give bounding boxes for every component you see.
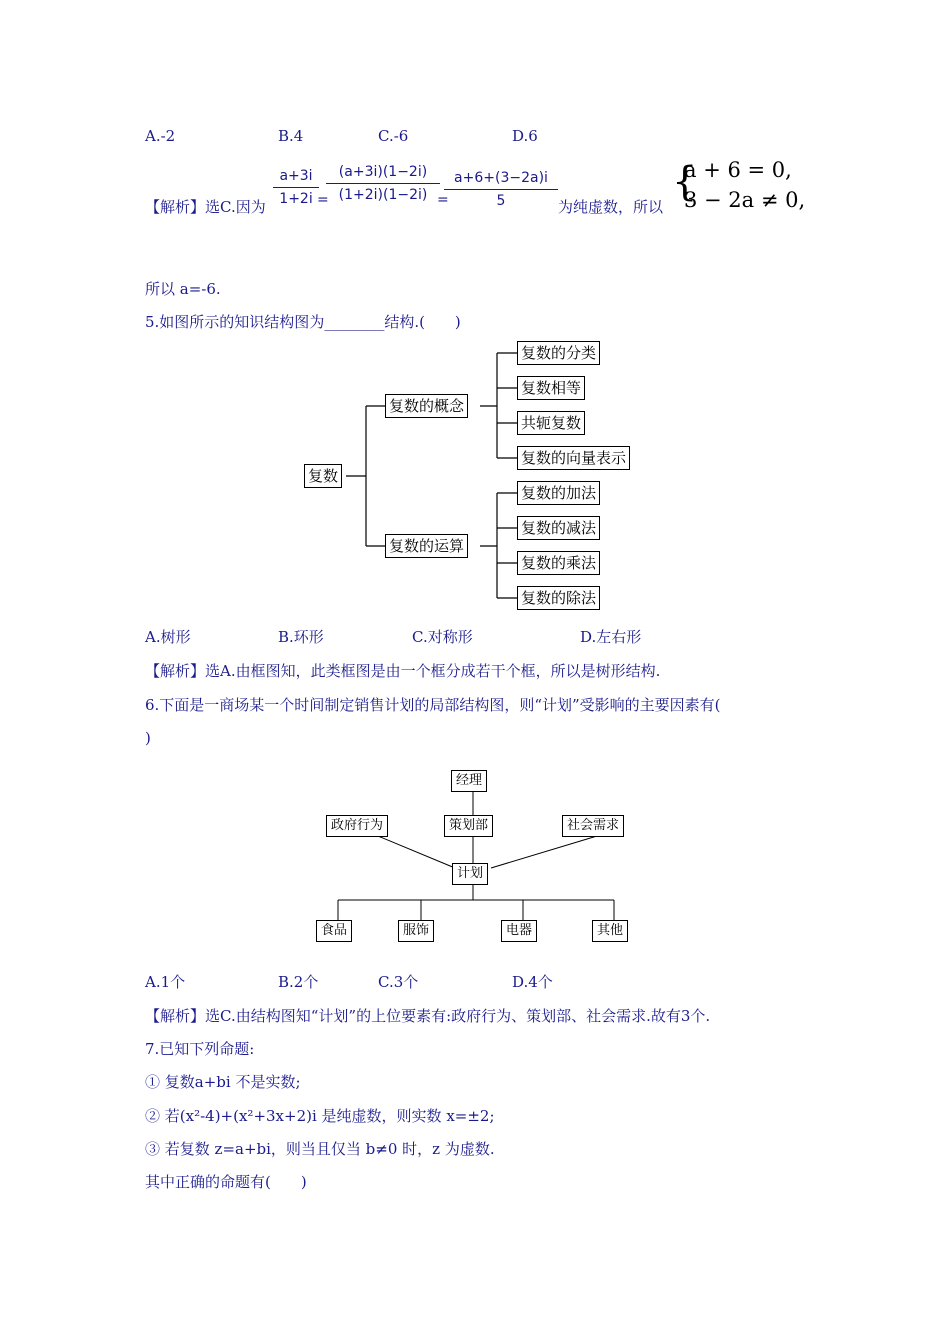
q5-option-a: A.树形 [145,628,191,646]
q7-question: 其中正确的命题有( ) [145,1173,307,1191]
node-food: 食品 [316,920,352,942]
node-concept: 复数的概念 [385,394,468,418]
analysis-tag: 【解析】 [145,662,206,680]
fraction-2: $\frac{(a+3i)(1-2i)}{(1+2i)(1-2i)}$ [326,161,440,206]
left-brace-icon: { [672,159,698,205]
fraction-3: $\frac{a+6+(3-2a)i}{5}$ [444,167,558,212]
leaf-equality: 复数相等 [517,376,585,400]
q4-option-c: C.-6 [378,127,409,145]
node-operation: 复数的运算 [385,534,468,558]
equals-1: = [317,192,329,208]
node-clothing: 服饰 [398,920,434,942]
q5-analysis: 【解析】选A.由框图知，此类框图是由一个框分成若干个框，所以是树形结构. [145,662,661,680]
leaf-subtraction: 复数的减法 [517,516,600,540]
node-appliances: 电器 [501,920,537,942]
node-plan: 计划 [452,863,488,885]
system-eq-1: a + 6 = 0, [684,158,792,182]
q7-item-3: ③ 若复数 z=a+bi，则当且仅当 b≠0 时，z 为虚数. [145,1140,495,1158]
leaf-addition: 复数的加法 [517,481,600,505]
node-root: 复数 [304,464,342,488]
q7-stem: 7.已知下列命题: [145,1040,255,1058]
leaf-multiplication: 复数的乘法 [517,551,600,575]
q7-item-1: ① 复数a+bi 不是实数; [145,1073,301,1091]
q7-item-2: ② 若(x²-4)+(x²+3x+2)i 是纯虚数，则实数 x=±2; [145,1107,495,1125]
q6-analysis: 【解析】选C.由结构图知“计划”的上位要素有:政府行为、策划部、社会需求.故有3个. [145,1007,711,1025]
node-other: 其他 [592,920,628,942]
fraction-1: $\frac{a+3i}{1+2i}$ [273,165,319,210]
node-government: 政府行为 [326,815,388,837]
leaf-vector: 复数的向量表示 [517,446,630,470]
q5-option-b: B.环形 [278,628,324,646]
q6-option-a: A.1个 [145,973,186,991]
node-manager: 经理 [451,770,487,792]
q6-stem-line-1: 6.下面是一商场某一个时间制定销售计划的局部结构图，则“计划”受影响的主要因素有( [145,696,721,714]
q4-option-a: A.-2 [145,127,176,145]
q6-option-b: B.2个 [278,973,319,991]
q6-stem-line-2: ) [145,729,151,747]
q4-conclusion: 所以 a=-6. [145,280,221,298]
equals-2: = [437,192,449,208]
q4-option-b: B.4 [278,127,304,145]
node-social-demand: 社会需求 [562,815,624,837]
q4-option-d: D.6 [512,127,538,145]
analysis-tag: 【解析】 [145,1007,206,1025]
q5-stem: 5.如图所示的知识结构图为________结构.( ) [145,313,461,331]
q5-option-d: D.左右形 [580,628,642,646]
leaf-division: 复数的除法 [517,586,600,610]
system-eq-2: 3 − 2a ≠ 0, [684,188,806,212]
q6-option-d: D.4个 [512,973,553,991]
leaf-conjugate: 共轭复数 [517,411,585,435]
q5-option-c: C.对称形 [412,628,473,646]
analysis-prefix: 选C.因为 [205,198,266,216]
analysis-mid: 为纯虚数，所以 [558,198,664,216]
analysis-tag: 【解析】 [145,198,206,216]
leaf-classification: 复数的分类 [517,341,600,365]
q6-option-c: C.3个 [378,973,419,991]
node-planning-dept: 策划部 [444,815,493,837]
